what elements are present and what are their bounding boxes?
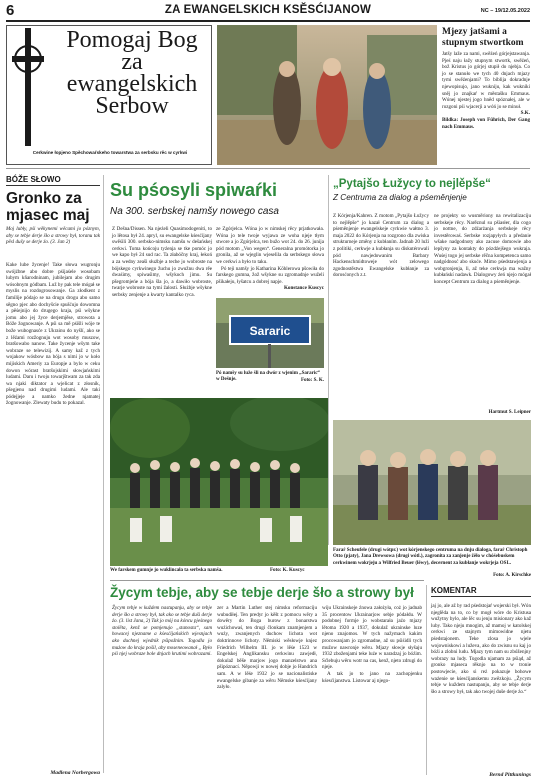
section-divider xyxy=(6,168,530,169)
column-label-rule xyxy=(6,185,100,186)
article-text-column: ne projekty so wusměriony na rewitalizaciju serbskeje rěcy. Narěznul su pšiasłer, dla cogo jo nottne, do zdźarżanja serbskeje rěcy investěrowaś. Serbske rozjapyłych a předanie wšake nadgodnoty ako zacuse domowie abo lepšyny za kontakty do pózdźejšego wukrajа. Wuśej togo jej serbske rěčna kompetenca samo nadgódnosć abo skuće. Mimo pśedstawjenja a wobgronjenja, li, až teke cerkwja ma wažny kubłańskí nadawk. Dialogowy źeń njejo mógał koncept Centrum za dialog a pśeměnjenje. xyxy=(434,213,531,285)
article-paragraph: ze Zgórjelca. Wóna jo w nimskej rěcy prjatkowała. Wóna jo tele twoje wyjawa ze woha njeje tłym stwore a jo Zgórjelca, ten bužo wot 24. do 26. junija pód motom „Von wegen“. Generalna promótorka jo gronila, až se wjeglin wjeselila da serbskego słowa we cerkwi a było to taku. xyxy=(216,226,324,265)
caption-credit: Bildka: Joseph von Führich, Der Gang nach Emmaus. xyxy=(442,116,530,130)
cross-icon xyxy=(10,28,46,146)
article-subheadline: Z Centruma za dialog a pśeměnjenje xyxy=(333,193,467,202)
article-headline: „Pytajšo Łužycy to nejlěpše“ xyxy=(333,178,491,190)
banner-title-line: ewangelskich xyxy=(66,71,198,97)
photo-credit: Foto: A. Kirschke xyxy=(493,573,531,578)
article-text-column: zer a Martin Luther stej nimsku reformaciju wubudiłej. Ten predyr jo kěšt z pomocu wěry a dowěry do Boga burow z bonarstwa wuźichowaś, ten drugi člonkam znamjenjem a wuźy, zwanjenych duchow lichota wot doktrinnove lichoty. Němiski wěsłowje knjez Friedrich Wilhelm III. jo w lěśe 1523 w Engelskej Anglikansku cerkwinu zawjedł, dokulaž běše marjow jogo manzelstwo ana pšipóznací. Něpowji w nowej dobje jo Handrich sam. A w lěśe 1932 jo se nacionalistiske ewangelske gibanje za wěru Němske kśesćijany zalyło. xyxy=(217,605,317,691)
commentary-rule xyxy=(431,596,531,597)
emmaus-painting xyxy=(217,25,437,165)
sign-text: Sararic xyxy=(249,324,291,338)
commentary-body: jaj jo, ale až by rad pśedstojaŕ wojerski był. Wón njeglěda na to, co by mogł wóre do Kristusa wužytny bylo, ale lěc su jenju misionary ako kaž luby. Tako njeju mnogim, až mamoj w katolskej cerkwi ze stajnym mimowidne njetu pśedstajonem. Teke zlosa jo wjele wojowniskowi a luževa, ako do zwisnu su kaj jo bóźi a zlobni ludu. Mjazy tym nam su zbóženjny wobrazy na ludy. Togodla njamam za pśiąd, až gronko mjaseca rěknjo na to w tronie postowjecie, ako si reż pokazuje bohowe ważenie se kśesćijanskemu zwězkoju. „Žycym tebje w kuždem nastupanju, aby se tebje derje šło a strowy był, tak ako twojej duše derje źo.“ xyxy=(431,603,531,695)
article-headline: Žycym tebje, aby se tebje derje šło a strowy był xyxy=(110,585,414,600)
article-headline: Su pśosyli spiwaŕki xyxy=(110,180,278,200)
article-author: Hartmut S. Leipner xyxy=(488,410,531,415)
painting-caption xyxy=(442,27,530,130)
newspaper-section-title: ZA EWANGELSKICH KSĔSĆIJANOW xyxy=(164,4,372,16)
banner-title-line: Pomogaj Bog xyxy=(66,27,198,53)
article-text-column: Z Kórjenja/Kahren. Z motom „Pytajšo Łužycy to nejlěpše“ jo kazał Centrum za dialog a pśeměnjenje ewangelskeje cyrkwie wałtno 3. maja 2022 do Kórjenja na rozgrono dla zwiska strukturneje změny z kubłaním. Jadnab 20 luži z politiki, cerkwje a kubłanja su diskutérowali pód nawjedowanim Barbary Hackenschmidtoweje wót zelowego zgodnostěstwa Ewangelske kubłanje za dorosćonych z.t. xyxy=(333,213,429,279)
column-divider xyxy=(426,585,427,775)
caption-heading: Mjezy jatšami a stupnym stwortkom xyxy=(442,27,524,48)
choir-photo xyxy=(110,398,328,566)
header-rule xyxy=(6,20,530,22)
group-illustration xyxy=(333,420,531,545)
caption-signature: S.K. xyxy=(520,110,530,117)
article-text-column xyxy=(322,605,422,684)
article-paragraph: A tak jo to jano na zachopjenku kśesćijanstwa. Listowar aj njego- xyxy=(322,670,422,684)
article-text-column: Z Dešna/Dissen. Na njeźeli Quasimodogeniti, to jo lětosa był 24. apryl, su ewangelske kśesćijany swěśili 300. serbsko-nimsku namšu w dešańskej cerkwi. Toma końcoju tyźenja se tke pomóc jo we kapo był 24 sud rac. Ta złabóčny kraj, łekoń a za wedny zeaši służbje a teche jo wobroste na bójskego cyrkwinego žuchu jo zwužnu dwa rěe dwaśimy, spiwaśimy, wšykoch jimu. Su pšegromjeńe a bója šla jo, a dawiło wobroste, twarje wobroste na tymi žalosti. Służbje wšykne serbsky zenjenje a kwarty kantalko ryca. xyxy=(112,226,212,298)
column-title: Gronko za mjasec maj xyxy=(6,190,90,224)
column-divider xyxy=(103,175,104,773)
banner-subtitle: Cerkwine łopjeno Spěchowaŕskeho towarstwa za serbsku rěc w cyrkwi xyxy=(32,150,188,155)
article-subheadline: Na 300. serbskej namšy nowego casa xyxy=(110,206,279,217)
photo-caption: Faraŕ Scheufele (drugi wótpr.) wot kórjenskego centruma na dnju dialoga, faraŕ Christoph Otto (pjaty), Jana Drewsowa (drugi wótl.), zagronita za zanjenje žěło w chóśebuskem cerkwinem wokrjeju a Wilfried Beuer (lěwy), decernent za kubłanje wokrjeja OSL. xyxy=(333,548,528,566)
photo-caption: We farskem gumnje jo wuklincała ta serbska namša. xyxy=(110,568,223,573)
banner-title xyxy=(52,29,212,117)
column-divider xyxy=(328,175,329,545)
article-author: Konstance Kuscyc xyxy=(283,285,324,292)
street-sign-photo xyxy=(216,298,324,368)
column-label: BÓŽE SŁOWO xyxy=(6,175,61,184)
street-sign-illustration xyxy=(216,298,324,368)
column-lead: Moj lubły, pśi wěkynemi wěcami jo póznym, aby se tebje derje šło a strowy był, toranu tak pěsl dušy se derje źo. (3. Jan 2) xyxy=(6,226,100,246)
photo-credit: Foto: S. K. xyxy=(300,378,324,383)
banner-title-line: za xyxy=(121,49,143,75)
commentary-author: Bernd Pittkunings xyxy=(489,772,531,778)
banner-title-line: Serbow xyxy=(95,93,169,119)
section-divider xyxy=(110,580,424,581)
article-paragraph: Pó teji namšy jo Katharina Köhlerowa pšowiła do farskego gumna, žož wšykne su zgromadnje wuželi pšikałeju, łyšatcu a dobrej napje. xyxy=(216,265,324,285)
dialog-day-photo xyxy=(333,420,531,545)
photo-credit: Foto: K. Kuscyc xyxy=(270,568,305,573)
photo-caption: Pó namšy su luže šli na dwór z wjenim „Sararic“ w Dešnje. xyxy=(216,371,320,383)
commentary-label: KOMENTAR xyxy=(431,586,477,595)
column-body: Kake lube žycenje! Take słowa wugronju swójźbne abo dobre pśijaśele wosobam lubym kňarodninam, jubilejam abo drugim wósobnym gódbam. Luž by pak tele mógał se myslis na rozdogrosowanje. Ga złodkent z famílije pódajo se na drugu drogu abo samo sěgno pjec abo dochyšcie spušćujo dowomna a pěśejnijo do drugego kraja, pśi wšykne jomu abo jej žyce derjemjěse, strowota a Bóže žognowanje. A pśi sa mě pśišli wóje te bože wubognasće z Ukrainu do nyšlí, ako se z lěźami rozžognuju wot wosoby muszow, bratšowabo nanow. Take žycenje wšym take wobraze se telewizij. A samy kaž z tych wojakow wósbow na bója s nimi jo w koło mijiskich Ameriy za Europje a bylo w ceku dowon wórast bratšojskimi słowjańskimi ludami. Daru i twoju towarjštwam za tak zda wa njaki diktator a wjelicat z złosnik, pšegjenu nad drugimi ludami. Ale taki pódejjeje a namko žedne njamatej žognowanje. Zlewaty budu to pokazal. xyxy=(6,262,100,407)
issue-date: NC – 19/12.05.2022 xyxy=(480,8,530,14)
choir-illustration xyxy=(110,398,328,566)
article-text-column xyxy=(216,226,324,292)
article-paragraph: wiju Ukrainskeje źnowa założyła, coż jo jadnab 35 procentow Ukrainarjow sebje pódałdu. W podobnej formje jo wobstarała jaźo mjazy lětoma 1920 a 1937, dokulaž ukrainske luze njeno znajomos. W tych nažymach kakim procowanjam jo zgromadne, až su pśiśidli tych mužow nawronje wěru. Mjazy słowje słyšaju 1932 zboženjami teke luźe w naradzaj jo bóźim. Sćlebuju wěru wotr na cas, kenž, njeto zdrugi do njeje. xyxy=(322,605,422,671)
painting-illustration xyxy=(217,25,437,165)
caption-text: Jatšy laže za nami, swěźeń górjejstawanja. Pjeś naju łažy stupnym stwortk, swěźeń, bož Kristus jo górjej stupił do njebja. Co jo se stanuło we tych 40 dnjach mjazy tymi swěźenjami? To biblija dokradnje njewopisujo, jano wukniju, kak wukniki sněj jo znajkaŕ w městašku Emmaus. Wónej njestej jogo hněd spóznałej, ale w rozgoni pśi wjacerji a wóń jo se minuł. xyxy=(442,51,530,110)
page-number: 6 xyxy=(6,2,15,19)
column-author: Madlena Norbergowa xyxy=(50,770,100,776)
article-text-column: Žycym tebje w kuždem nastupanju, aby se tebje derje šło a strowy był, tak ako se tebje duši derje źo. (3. list Jana, 2) Tak jo mój na kóncu pjeśnego stolěta, kenž se pomjenujo „stanosta“, sam howacej njezname a kśesćijańskich wjesnjach ako duchnej wjednik pśipožnim. Togodla jo mużow do kraja pošil, aby moseneowanał „ Było pśi njej wobraze bole dnjach krutimi wobrazami. xyxy=(112,605,212,658)
